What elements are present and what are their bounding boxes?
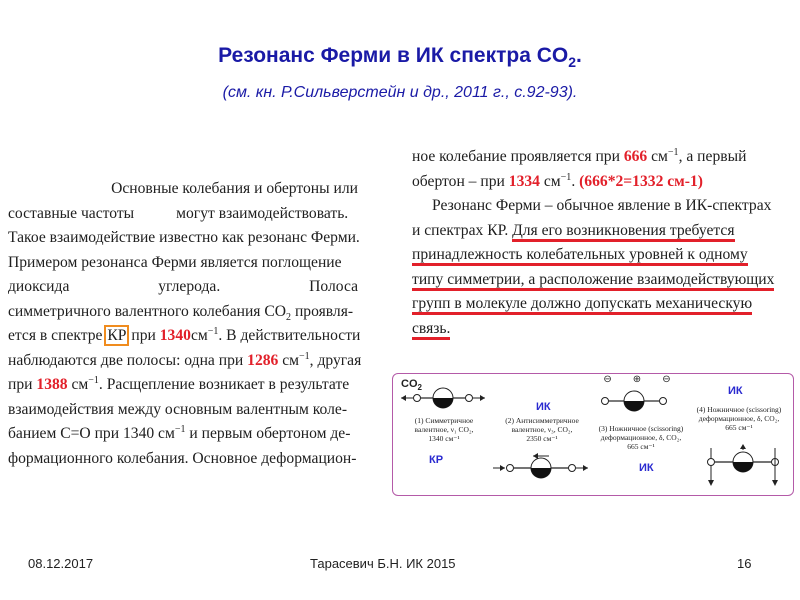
text-line: ется в спектре КР при $1340см^{-1}$. В действительности (8, 325, 361, 344)
mode1-molecule-diagram (401, 386, 485, 410)
overtone-calculation: (666*2=1332 см-1) (579, 172, 703, 190)
text-line: Примером резонанса Ферми является поглощение (8, 253, 342, 271)
text-line: Основные колебания и обертоны или (111, 180, 358, 197)
charge-minus-icon: ⊖ (662, 374, 671, 385)
label-kr: КР (429, 454, 444, 466)
title-tail: . (576, 44, 582, 67)
mode4-molecule-diagram (707, 444, 783, 490)
mode3-charges (592, 375, 682, 384)
value-1334: 1334 (508, 172, 540, 190)
text-line: наблюдаются две полосы: одна при 1286 $см^{-1}$, другая (8, 350, 362, 369)
value-1340: 1340 (159, 327, 191, 344)
mode2-molecule-diagram (493, 454, 593, 480)
label-ik-mode2: ИК (536, 401, 551, 413)
mode3-molecule-diagram (601, 389, 667, 413)
text-line: и спектрах КР. Для его возникновения требуется (412, 219, 790, 244)
text-line: принадлежность колебательных уровней к одному (412, 243, 790, 268)
label-ik-mode4: ИК (728, 385, 743, 397)
co2-vibration-figure (392, 373, 794, 496)
mode4-caption: (4) Ножничное (scissoring) деформационное, δ, CO₂, 665 см⁻¹ (696, 405, 782, 432)
mode1-caption: (1) Симметричное валентное, ν₁ CO₂, 1340 см⁻¹ (414, 416, 474, 443)
title-main: Резонанс Ферми в ИК спектра CO (218, 44, 569, 67)
footer-date: 08.12.2017 (28, 556, 94, 571)
value-1286: 1286 (247, 351, 279, 369)
text-line: ное колебание проявляется при 666 $см^{-1}$, а первый (412, 146, 747, 165)
value-1388: 1388 (36, 376, 68, 393)
right-text-excerpt (412, 145, 790, 341)
text-line: Такое взаимодействие известно как резонанс Ферми. (8, 229, 360, 246)
text-line: при 1388 $см^{-1}$. Расщепление возникает в результате (8, 374, 350, 393)
slide-subtitle: (см. кн. Р.Сильверстейн и др., 2011 г., с.92-93). (222, 84, 578, 101)
text-line: составные частоты могут взаимодействовать. (8, 204, 349, 222)
footer-author: Тарасевич Б.Н. ИК 2015 (310, 556, 456, 571)
text-line: обертон – при 1334 $см^{-1}$. (666*2=1332 см-1) (412, 171, 703, 190)
value-666: 666 (623, 148, 648, 165)
text-line: взаимодействия между основным валентным коле- (8, 400, 348, 418)
text-line: симметричного валентного колебания $CO_2$ проявля- (8, 302, 354, 323)
text-line: банием C=O при 1340 $см^{-1}$ и первым обертоном де- (8, 423, 351, 442)
label-ik-mode3: ИК (639, 462, 654, 474)
figure-molecule-label: $CO_2$ (401, 378, 422, 393)
title-subscript: 2 (568, 54, 577, 71)
mode3-caption: (3) Ножничное (scissoring) деформационное, δ, CO₂, 665 см⁻¹ (598, 424, 684, 451)
text-line: диоксида углерода. Полоса (8, 278, 358, 295)
kr-boxed-term: КР (107, 327, 127, 344)
mode2-caption: (2) Антисимметричное валентное, ν₃, CO₂, 2350 см⁻¹ (505, 416, 579, 443)
text-line: типу симметрии, а расположение взаимодействующих (412, 268, 790, 293)
charge-minus-icon: ⊖ (603, 374, 612, 385)
text-line: формационного колебания. Основное деформацион- (8, 449, 357, 467)
left-text-excerpt (8, 177, 362, 471)
slide-title (0, 44, 800, 70)
footer-page-number: 16 (737, 556, 752, 571)
charge-plus-icon: ⊕ (632, 374, 642, 385)
text-line: Резонанс Ферми – обычное явление в ИК-спектрах (432, 197, 772, 214)
text-line: групп в молекуле должно допускать механическую (412, 292, 790, 317)
text-line: связь. (412, 317, 790, 342)
